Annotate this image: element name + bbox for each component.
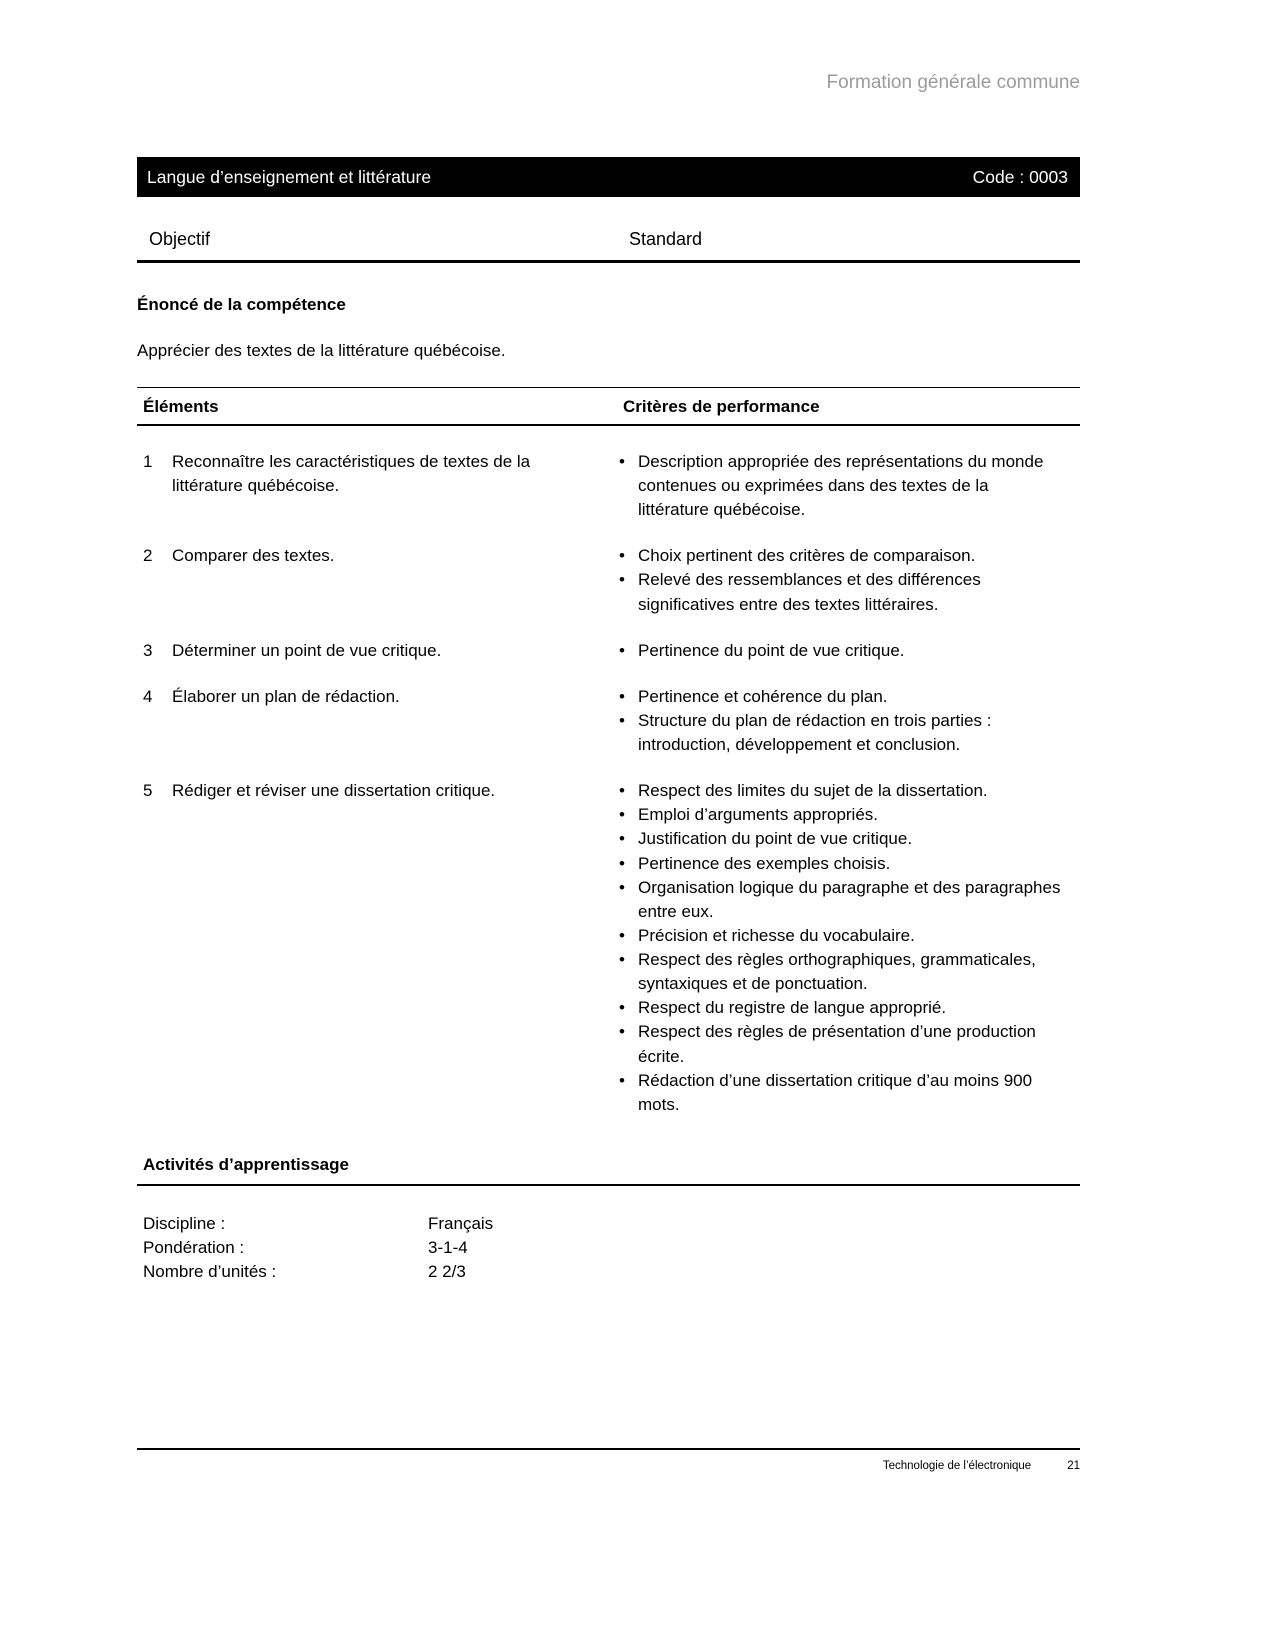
title-bar xyxy=(137,157,1080,197)
element-text: Rédiger et réviser une dissertation critique. xyxy=(172,781,496,801)
criterion: • Respect des règles orthographiques, grammaticales, syntaxiques et de ponctuation. xyxy=(617,948,1062,996)
elements-header: Éléments xyxy=(143,396,219,416)
table-row xyxy=(137,450,1080,522)
field-unites xyxy=(143,1260,1080,1284)
criterion: • Respect du registre de langue approprié. xyxy=(617,996,1062,1020)
field-discipline xyxy=(143,1212,1080,1236)
criteria-list xyxy=(617,544,1080,616)
field-value: 3-1-4 xyxy=(428,1238,468,1258)
criterion: • Respect des règles de présentation d’une production écrite. xyxy=(617,1020,1062,1068)
document-category: Formation générale commune xyxy=(826,72,1080,93)
competence-text: Apprécier des textes de la littérature québécoise. xyxy=(137,340,506,360)
element-cell xyxy=(137,779,617,1117)
criteria-list xyxy=(617,685,1080,757)
field-value: Français xyxy=(428,1214,494,1234)
criterion: • Rédaction d’une dissertation critique d’au moins 900 mots. xyxy=(617,1069,1062,1117)
element-cell xyxy=(137,544,617,616)
criteria-header: Critères de performance xyxy=(623,396,820,416)
page-content xyxy=(137,0,1080,1650)
activities-fields xyxy=(137,1212,1080,1284)
field-label: Nombre d’unités : xyxy=(143,1262,277,1282)
table-row xyxy=(137,639,1080,663)
element-text: Déterminer un point de vue critique. xyxy=(172,640,442,660)
element-cell xyxy=(137,450,617,522)
footer-page-number: 21 xyxy=(1067,1460,1080,1472)
criterion: • Organisation logique du paragraphe et des paragraphes entre eux. xyxy=(617,876,1062,924)
criterion: • Pertinence du point de vue critique. xyxy=(617,639,1062,663)
criteria-list xyxy=(617,779,1080,1117)
element-number: 1 xyxy=(143,451,153,471)
table-header xyxy=(137,387,1080,426)
element-text: Élaborer un plan de rédaction. xyxy=(172,686,400,706)
section-labels xyxy=(137,227,1080,263)
element-text: Comparer des textes. xyxy=(172,546,335,566)
footer-program: Technologie de l’électronique xyxy=(882,1460,1032,1472)
field-label: Pondération : xyxy=(143,1238,245,1258)
table-row xyxy=(137,685,1080,757)
element-number: 2 xyxy=(143,546,153,566)
criterion: • Justification du point de vue critique. xyxy=(617,827,1062,851)
element-number: 5 xyxy=(143,781,153,801)
page-footer xyxy=(137,1448,1080,1474)
field-value: 2 2/3 xyxy=(428,1262,466,1282)
criterion: • Pertinence et cohérence du plan. xyxy=(617,685,1062,709)
field-label: Discipline : xyxy=(143,1214,226,1234)
criterion: • Structure du plan de rédaction en trois parties : introduction, développement et conclusion. xyxy=(617,709,1062,757)
elements-table xyxy=(137,450,1080,1117)
table-row xyxy=(137,779,1080,1117)
criterion: • Relevé des ressemblances et des différences significatives entre des textes littéraires. xyxy=(617,568,1062,616)
criterion: • Description appropriée des représentations du monde contenues ou exprimées dans des textes de la littérature québécoise. xyxy=(617,450,1062,522)
criterion: • Respect des limites du sujet de la dissertation. xyxy=(617,779,1062,803)
criterion: • Pertinence des exemples choisis. xyxy=(617,852,1062,876)
objectif-label: Objectif xyxy=(149,228,211,249)
criteria-list xyxy=(617,450,1080,522)
course-code: Code : 0003 xyxy=(972,166,1068,187)
course-title: Langue d’enseignement et littérature xyxy=(147,166,432,187)
element-cell xyxy=(137,639,617,663)
element-cell xyxy=(137,685,617,757)
element-number: 4 xyxy=(143,686,153,706)
criterion: • Précision et richesse du vocabulaire. xyxy=(617,924,1062,948)
competence-heading: Énoncé de la compétence xyxy=(137,294,346,314)
criterion: • Emploi d’arguments appropriés. xyxy=(617,803,1062,827)
field-ponderation xyxy=(143,1236,1080,1260)
element-text: Reconnaître les caractéristiques de textes de la littérature québécoise. xyxy=(172,451,531,496)
standard-label: Standard xyxy=(629,228,703,249)
criterion: • Choix pertinent des critères de comparaison. xyxy=(617,544,1062,568)
criteria-list xyxy=(617,639,1080,663)
element-number: 3 xyxy=(143,640,153,660)
activities-heading: Activités d’apprentissage xyxy=(137,1153,1080,1186)
table-row xyxy=(137,544,1080,616)
